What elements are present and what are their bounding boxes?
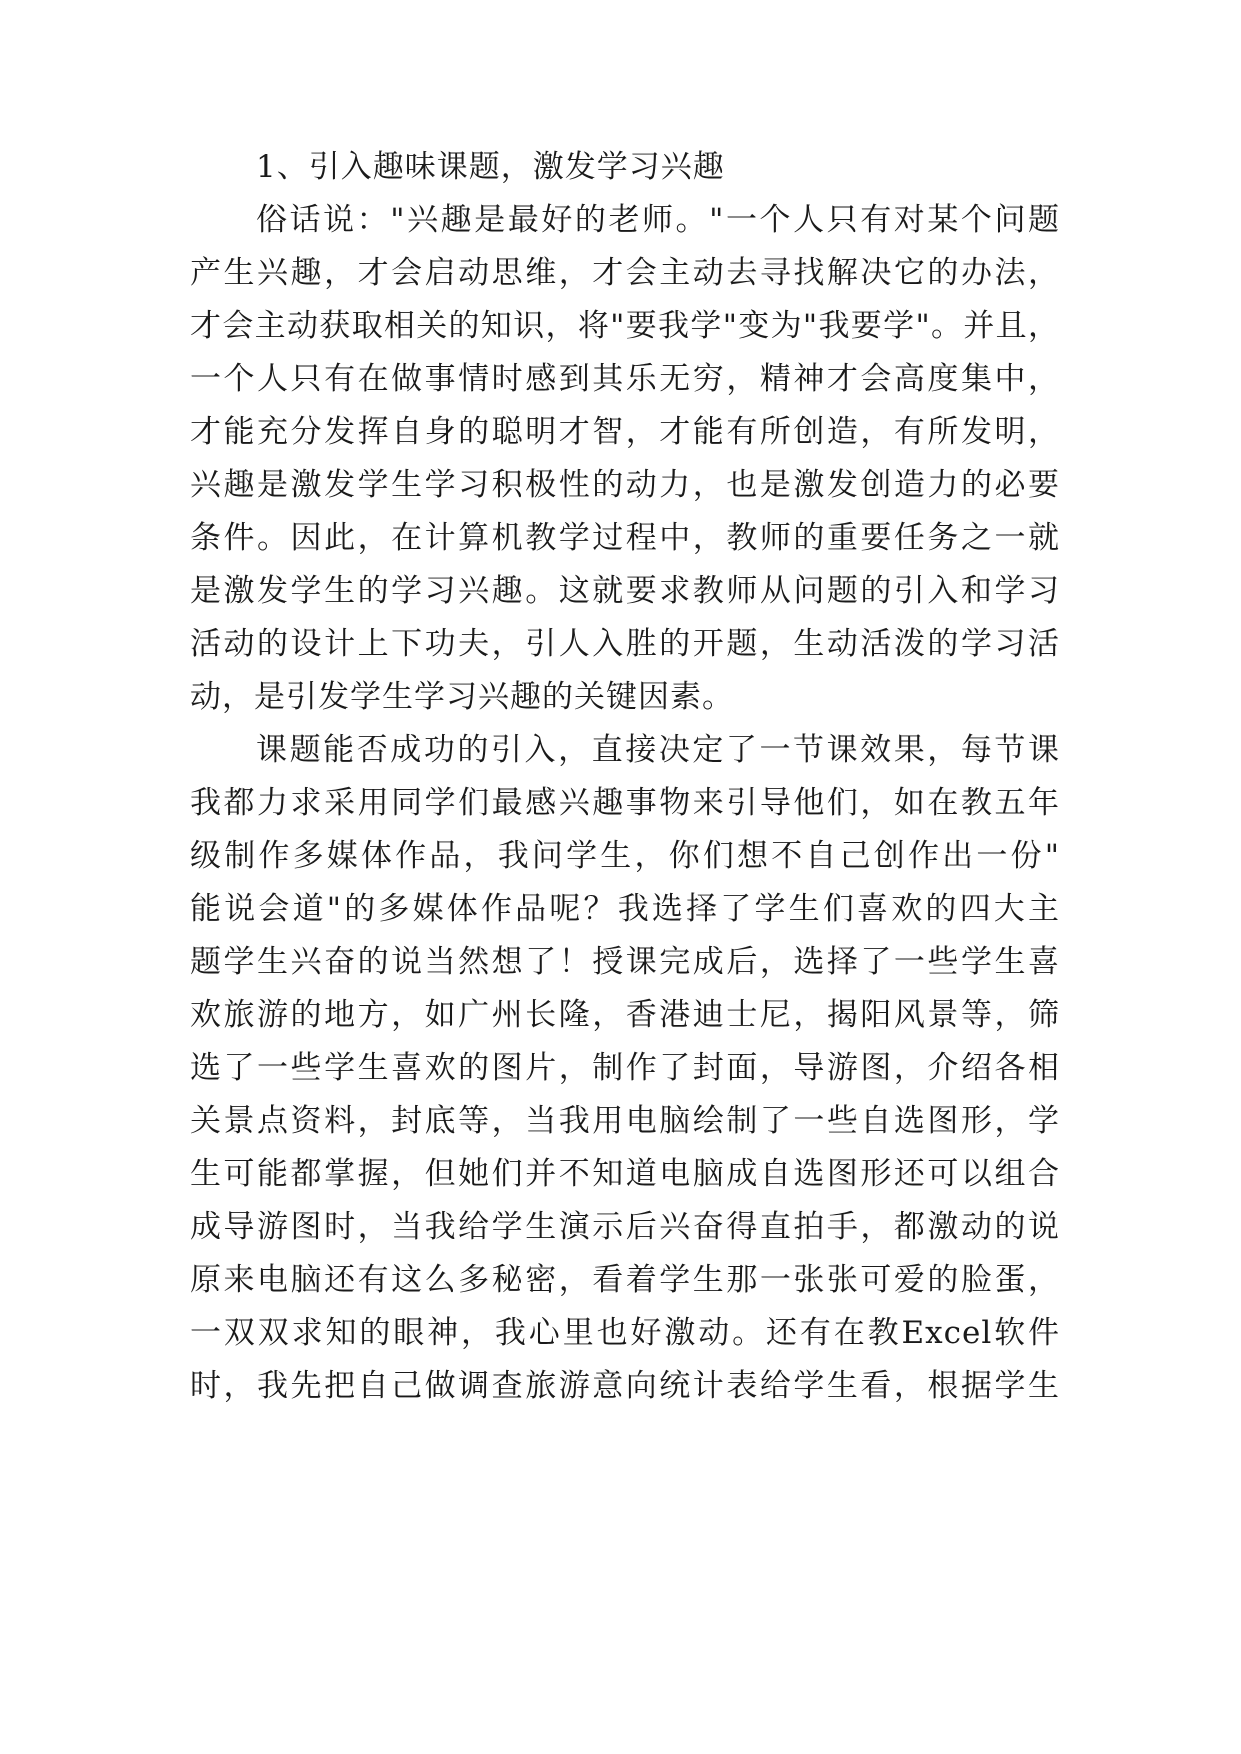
paragraph-2-line: 欢旅游的地方，如广州长隆，香港迪士尼，揭阳风景等，筛 xyxy=(190,997,1060,1033)
paragraph-1-line: 才能充分发挥自身的聪明才智，才能有所创造，有所发明， xyxy=(190,414,1060,450)
paragraph-1-line: 动，是引发学生学习兴趣的关键因素。 xyxy=(190,679,734,715)
paragraph-2-line: 成导游图时，当我给学生演示后兴奋得直拍手，都激动的说 xyxy=(190,1209,1060,1245)
paragraph-2-line: 关景点资料，封底等，当我用电脑绘制了一些自选图形，学 xyxy=(190,1103,1060,1139)
paragraph-2-line: 选了一些学生喜欢的图片，制作了封面，导游图，介绍各相 xyxy=(190,1050,1060,1086)
paragraph-1-line: 兴趣是激发学生学习积极性的动力，也是激发创造力的必要 xyxy=(190,467,1060,503)
paragraph-1-line: 是激发学生的学习兴趣。这就要求教师从问题的引入和学习 xyxy=(190,573,1060,609)
paragraph-2-line: 题学生兴奋的说当然想了！授课完成后，选择了一些学生喜 xyxy=(190,944,1060,980)
paragraph-1-line: 一个人只有在做事情时感到其乐无穷，精神才会高度集中， xyxy=(190,361,1060,397)
paragraph-1-line: 产生兴趣，才会启动思维，才会主动去寻找解决它的办法， xyxy=(190,255,1060,291)
paragraph-1-line: 才会主动获取相关的知识，将"要我学"变为"我要学"。并且， xyxy=(190,308,1060,344)
section-heading: 1、引入趣味课题，激发学习兴趣 xyxy=(256,149,725,185)
paragraph-2-line: 课题能否成功的引入，直接决定了一节课效果，每节课 xyxy=(256,732,1060,768)
paragraph-2-line: 一双双求知的眼神，我心里也好激动。还有在教Excel软件 xyxy=(190,1315,1060,1351)
paragraph-2-line: 原来电脑还有这么多秘密，看着学生那一张张可爱的脸蛋， xyxy=(190,1262,1060,1298)
paragraph-1-line: 俗话说："兴趣是最好的老师。"一个人只有对某个问题 xyxy=(256,202,1060,238)
paragraph-1-line: 活动的设计上下功夫，引人入胜的开题，生动活泼的学习活 xyxy=(190,626,1060,662)
paragraph-2-line: 我都力求采用同学们最感兴趣事物来引导他们，如在教五年 xyxy=(190,785,1060,821)
paragraph-2-line: 能说会道"的多媒体作品呢？我选择了学生们喜欢的四大主 xyxy=(190,891,1060,927)
paragraph-2-line: 时，我先把自己做调查旅游意向统计表给学生看，根据学生 xyxy=(190,1368,1060,1404)
paragraph-1-line: 条件。因此，在计算机教学过程中，教师的重要任务之一就 xyxy=(190,520,1060,556)
paragraph-2-line: 生可能都掌握，但她们并不知道电脑成自选图形还可以组合 xyxy=(190,1156,1060,1192)
paragraph-2-line: 级制作多媒体作品，我问学生，你们想不自己创作出一份" xyxy=(190,838,1060,874)
